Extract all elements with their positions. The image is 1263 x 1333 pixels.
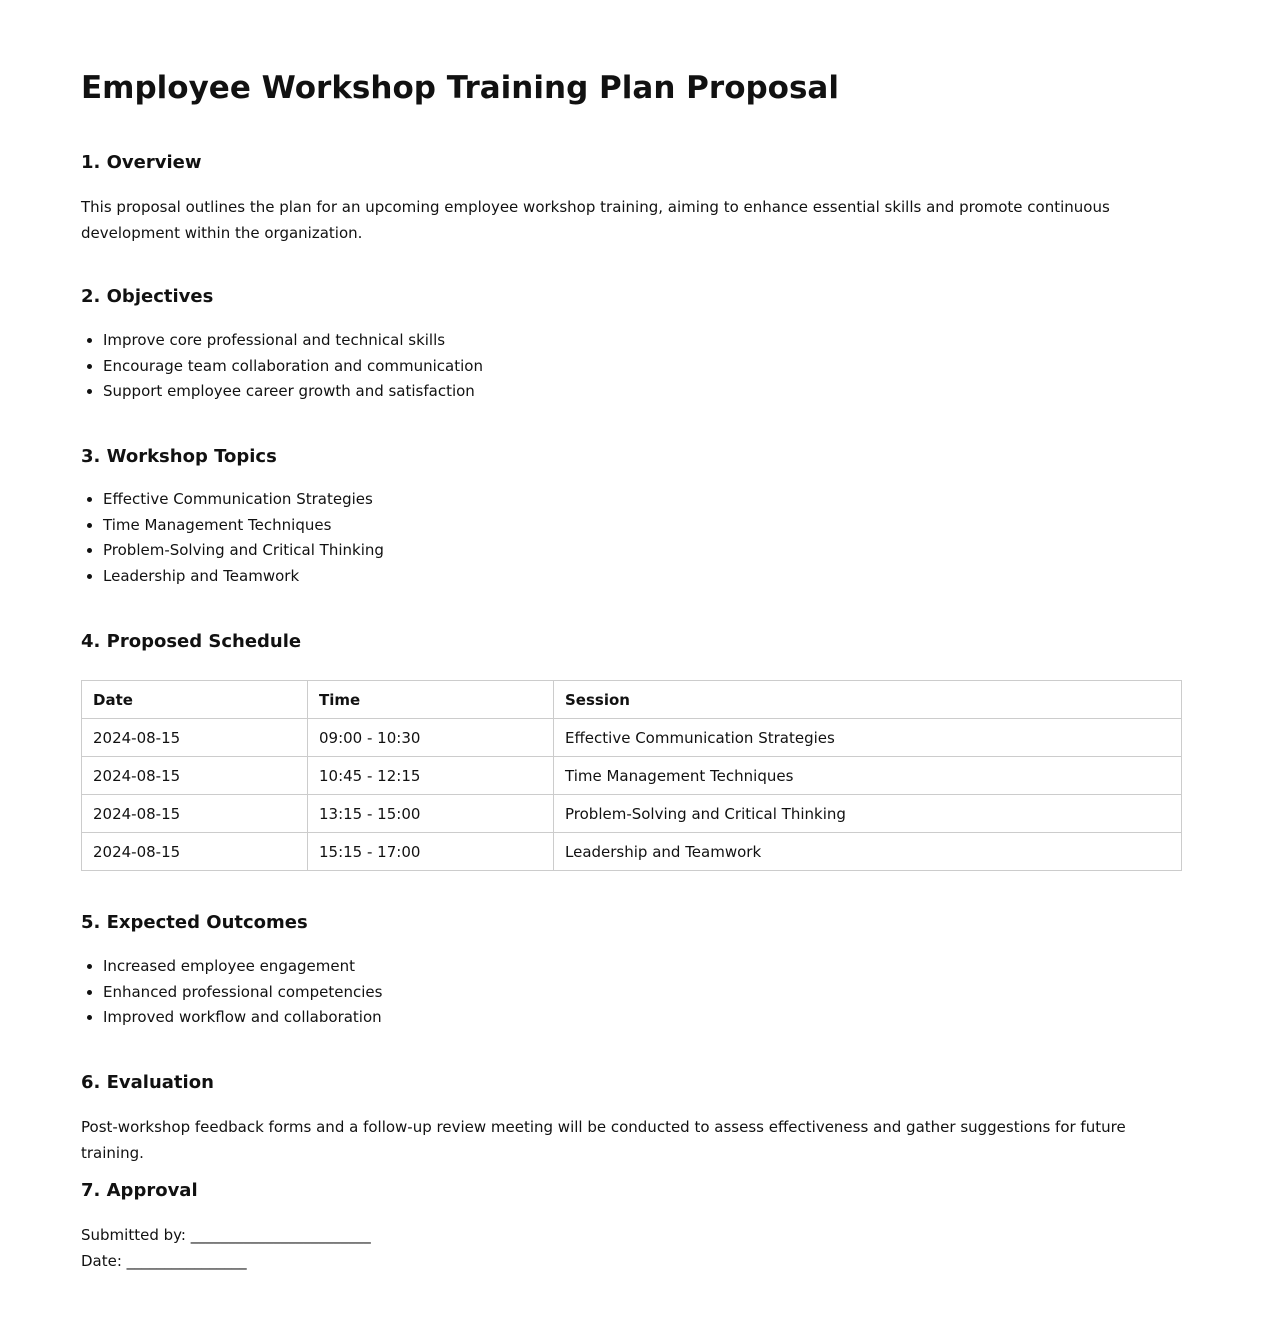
topics-heading: 3. Workshop Topics: [81, 446, 277, 467]
session-cell: Leadership and Teamwork: [554, 833, 1182, 871]
submitted-by-line: Submitted by: ________________________: [81, 1226, 371, 1244]
outcomes-list: [81, 954, 382, 1031]
approval-date-line: Date: ________________: [81, 1252, 247, 1270]
schedule-heading: 4. Proposed Schedule: [81, 631, 302, 652]
evaluation-text: Post-workshop feedback forms and a follow-up review meeting will be conducted to assess effectiveness and gather suggestions for future training.: [81, 1118, 1126, 1162]
objectives-list: [81, 328, 483, 405]
schedule-table: [81, 680, 1182, 871]
list-item: • Problem-Solving and Critical Thinking: [103, 538, 384, 564]
date-cell: 2024-08-15: [82, 795, 308, 833]
session-cell: Effective Communication Strategies: [554, 719, 1182, 757]
list-item: • Improve core professional and technical skills: [103, 328, 483, 354]
column-header-time: Time: [308, 681, 554, 719]
list-item: • Support employee career growth and satisfaction: [103, 379, 483, 405]
date-cell: 2024-08-15: [82, 757, 308, 795]
topics-list: [81, 487, 384, 590]
table-row: [82, 833, 1182, 871]
date-cell: 2024-08-15: [82, 719, 308, 757]
time-cell: 09:00 - 10:30: [308, 719, 554, 757]
evaluation-heading: 6. Evaluation: [81, 1072, 214, 1093]
column-header-date: Date: [82, 681, 308, 719]
table-header-row: [82, 681, 1182, 719]
objectives-heading: 2. Objectives: [81, 286, 214, 307]
overview-heading: 1. Overview: [81, 152, 202, 173]
list-item: • Leadership and Teamwork: [103, 564, 384, 590]
list-item: • Encourage team collaboration and communication: [103, 354, 483, 380]
time-cell: 10:45 - 12:15: [308, 757, 554, 795]
date-cell: 2024-08-15: [82, 833, 308, 871]
list-item: • Time Management Techniques: [103, 513, 384, 539]
column-header-session: Session: [554, 681, 1182, 719]
session-cell: Time Management Techniques: [554, 757, 1182, 795]
outcomes-heading: 5. Expected Outcomes: [81, 912, 308, 933]
table-row: [82, 719, 1182, 757]
list-item: • Effective Communication Strategies: [103, 487, 384, 513]
session-cell: Problem-Solving and Critical Thinking: [554, 795, 1182, 833]
table-row: [82, 757, 1182, 795]
time-cell: 15:15 - 17:00: [308, 833, 554, 871]
list-item: • Increased employee engagement: [103, 954, 382, 980]
document-title: Employee Workshop Training Plan Proposal: [81, 70, 839, 106]
list-item: • Enhanced professional competencies: [103, 980, 382, 1006]
table-row: [82, 795, 1182, 833]
time-cell: 13:15 - 15:00: [308, 795, 554, 833]
overview-text: This proposal outlines the plan for an upcoming employee workshop training, aiming to enhance essential skills and promote continuous development within the organization.: [81, 198, 1110, 242]
approval-heading: 7. Approval: [81, 1180, 198, 1201]
list-item: • Improved workflow and collaboration: [103, 1005, 382, 1031]
